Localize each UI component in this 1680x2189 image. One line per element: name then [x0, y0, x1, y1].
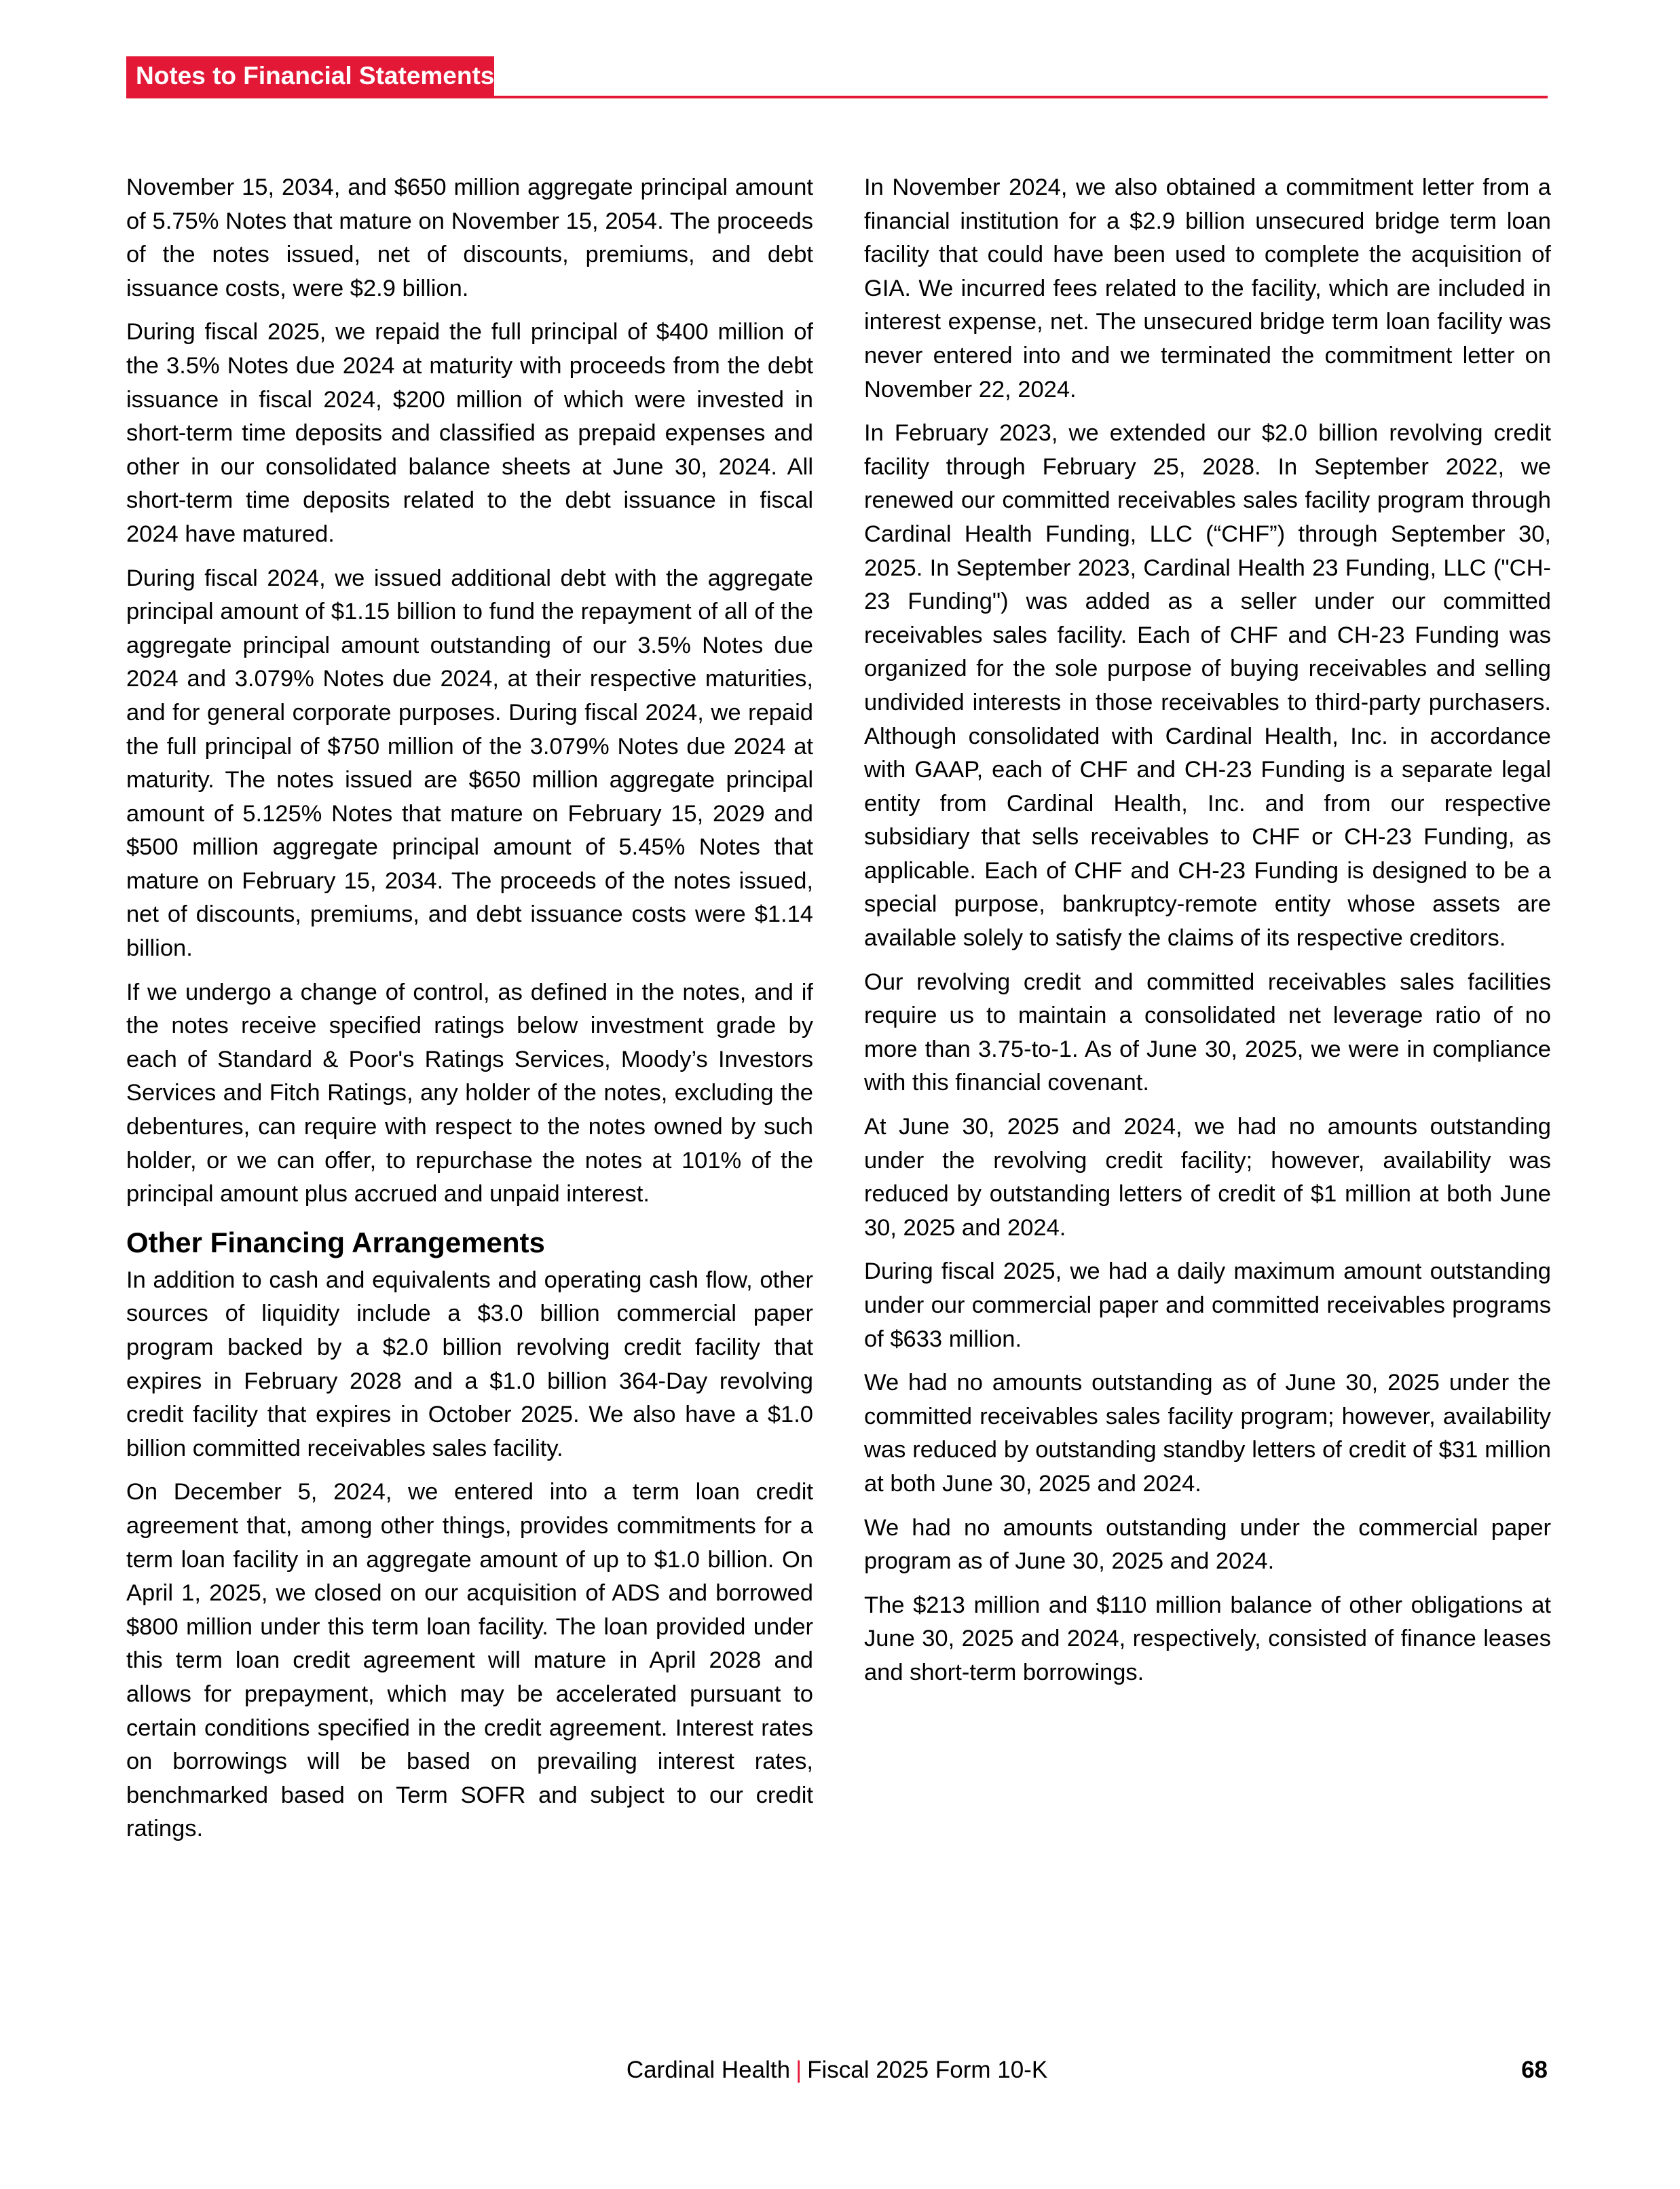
- paragraph: During fiscal 2025, we had a daily maximum amount outstanding under our commercial paper and committed receivables programs of $633 million.: [864, 1258, 1551, 1352]
- footer-caption: [126, 2050, 1548, 2091]
- paragraph: During fiscal 2025, we repaid the full principal of $400 million of the 3.5% Notes due 2024 at maturity with proceeds from the debt issuance in fiscal 2024, $200 million of which were invested in short-term time deposits and classified as prepaid expenses and other in our consolidated balance sheets at June 30, 2024. All short-term time deposits related to the debt issuance in fiscal 2024 have matured.: [126, 319, 813, 547]
- page-number: 68: [1521, 2057, 1548, 2083]
- section-heading: Other Financing Arrangements: [126, 1226, 545, 1258]
- right-column: [864, 171, 1551, 1700]
- left-column: [126, 171, 813, 1856]
- paragraph: If we undergo a change of control, as defined in the notes, and if the notes receive specified ratings below investment grade by each of Standard & Poor's Ratings Services, Moody’s Investors Services and Fitch Ratings, any holder of the notes, excluding the debentures, can require with respect to the notes owned by such holder, or we can offer, to repurchase the notes at 101% of the principal amount plus accrued and unpaid interest.: [126, 979, 813, 1208]
- paragraph: The $213 million and $110 million balance of other obligations at June 30, 2025 and 2024, respectively, consisted of finance leases and short-term borrowings.: [864, 1592, 1551, 1685]
- paragraph: On December 5, 2024, we entered into a term loan credit agreement that, among other things, provides commitments for a term loan facility in an aggregate amount of up to $1.0 billion. On April 1, 2025, we closed on our acquisition of ADS and borrowed $800 million under this term loan facility. The loan provided under this term loan credit agreement will mature in April 2028 and allows for prepayment, which may be accelerated pursuant to certain conditions specified in the credit agreement. Interest rates on borrowings will be based on prevailing interest rates, benchmarked based on Term SOFR and subject to our credit ratings.: [126, 1479, 813, 1842]
- paragraph: During fiscal 2024, we issued additional debt with the aggregate principal amount of $1.15 billion to fund the repayment of all of the aggregate principal amount outstanding of our 3.5% Notes due 2024 and 3.079% Notes due 2024, at their respective maturities, and for general corporate purposes. During fiscal 2024, we repaid the full principal of $750 million of the 3.079% Notes due 2024 at maturity. The notes issued are $650 million aggregate principal amount of 5.125% Notes that mature on February 15, 2029 and $500 million aggregate principal amount of 5.45% Notes that mature on February 15, 2034. The proceeds of the notes issued, net of discounts, premiums, and debt issuance costs were $1.14 billion.: [126, 565, 813, 962]
- paragraph: In November 2024, we also obtained a commitment letter from a financial institution for a $2.9 billion unsecured bridge term loan facility that could have been used to complete the acquisition of GIA. We incurred fees related to the facility, which are included in interest expense, net. The unsecured bridge term loan facility was never entered into and we terminated the commitment letter on November 22, 2024.: [864, 174, 1551, 403]
- paragraph: We had no amounts outstanding as of June 30, 2025 under the committed receivables sales facility program; however, availability was reduced by outstanding standby letters of credit of $31 million at both June 30, 2025 and 2024.: [864, 1370, 1551, 1497]
- footer-report: Fiscal 2025 Form 10-K: [807, 2057, 1048, 2083]
- paragraph: In addition to cash and equivalents and operating cash flow, other sources of liquidity include a $3.0 billion commercial paper program backed by a $2.0 billion revolving credit facility that expires in February 2028 and a $1.0 billion 364-Day revolving credit facility that expires in October 2025. We also have a $1.0 billion committed receivables sales facility.: [126, 1267, 813, 1461]
- page-footer: [126, 2050, 1548, 2091]
- paragraph: We had no amounts outstanding under the commercial paper program as of June 30, 2025 and 2024.: [864, 1514, 1551, 1575]
- footer-separator: |: [796, 2057, 802, 2083]
- footer-company: Cardinal Health: [626, 2057, 791, 2083]
- paragraph: At June 30, 2025 and 2024, we had no amounts outstanding under the revolving credit facility; however, availability was reduced by outstanding letters of credit of $1 million at both June 30, 2025 and 2024.: [864, 1114, 1551, 1241]
- page-header: [126, 56, 1548, 98]
- paragraph: Our revolving credit and committed receivables sales facilities require us to maintain a consolidated net leverage ratio of no more than 3.75-to-1. As of June 30, 2025, we were in compliance with this financial covenant.: [864, 969, 1551, 1096]
- paragraph: November 15, 2034, and $650 million aggregate principal amount of 5.75% Notes that mature on November 15, 2054. The proceeds of the notes issued, net of discounts, premiums, and debt issuance costs, were $2.9 billion.: [126, 174, 813, 301]
- section-title: Notes to Financial Statements: [126, 56, 494, 96]
- paragraph: In February 2023, we extended our $2.0 billion revolving credit facility through February 25, 2028. In September 2022, we renewed our committed receivables sales facility program through Cardinal Health Funding, LLC (“CHF”) through September 30, 2025. In September 2023, Cardinal Health 23 Funding, LLC ("CH-23 Funding") was added as a seller under our committed receivables sales facility. Each of CHF and CH-23 Funding was organized for the sole purpose of buying receivables and selling undivided interests in those receivables to third-party purchasers. Although consolidated with Cardinal Health, Inc. in accordance with GAAP, each of CHF and CH-23 Funding is a separate legal entity from Cardinal Health, Inc. and from our respective subsidiary that sells receivables to CHF or CH-23 Funding, as applicable. Each of CHF and CH-23 Funding is designed to be a special purpose, bankruptcy-remote entity whose assets are available solely to satisfy the claims of its respective creditors.: [864, 420, 1551, 952]
